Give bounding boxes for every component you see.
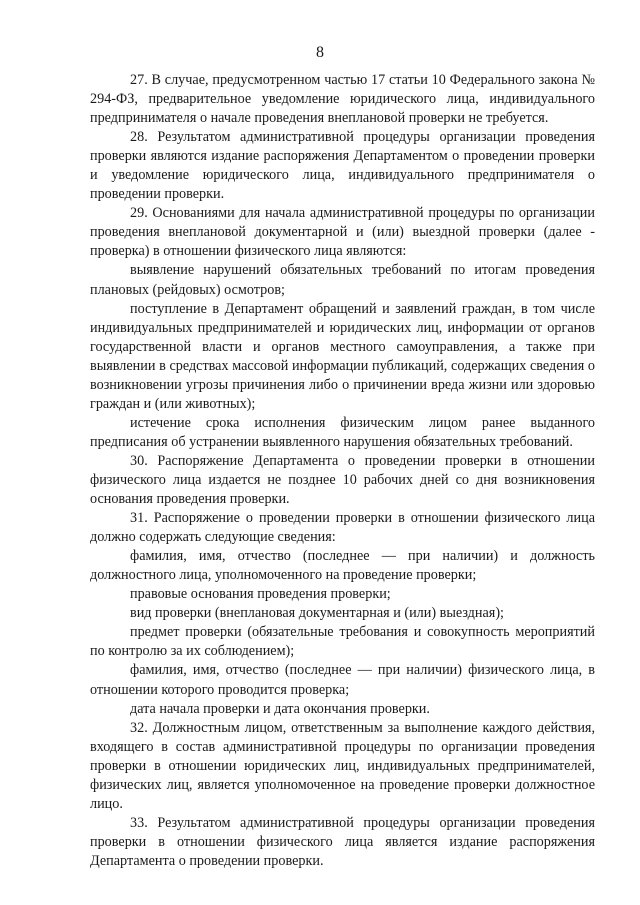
paragraph-28: 28. Результатом административной процедуры организации проведения проверки являются издание распоряжения Департаментом о проведении проверки и уведомление юридического лица, индивидуального предпринимателя о проведении проверки. <box>90 129 595 203</box>
paragraph-30: 30. Распоряжение Департамента о проведении проверки в отношении физического лица издается не позднее 10 рабочих дней со дня возникновения основания проведения проверки. <box>90 452 595 508</box>
paragraph-31-item-inspection-type: вид проверки (внеплановая документарная и (или) выездная); <box>130 605 504 622</box>
paragraph-31-item-person: фамилия, имя, отчество (последнее — при наличии) физического лица, в отношении которого проводится проверка; <box>90 662 595 698</box>
paragraph-29-item-appeals: поступление в Департамент обращений и заявлений граждан, в том числе индивидуальных предпринимателей и юридических лиц, информации от органов государственной власти и органов местного самоуправления, а также при выявлении в средствах массовой информации публикаций, содержащих сведения о возникновении угрозы причинения либо о причинении вреда жизни или здоровью граждан и (или животных); <box>90 300 595 412</box>
paragraph-31-item-official: фамилия, имя, отчество (последнее — при наличии) и должность должностного лица, уполномоченного на проведение проверки; <box>90 548 595 584</box>
paragraph-29: 29. Основаниями для начала административной процедуры по организации проведения внеплановой документарной и (или) выездной проверки (далее - проверка) в отношении физического лица являются: <box>90 205 595 260</box>
paragraph-31-item-legal-basis: правовые основания проведения проверки; <box>130 586 391 603</box>
document-body <box>90 71 595 871</box>
paragraph-33: 33. Результатом административной процедуры организации проведения проверки в отношении физического лица является издание распоряжения Департамента о проведении проверки. <box>90 814 595 869</box>
paragraph-32: 32. Должностным лицом, ответственным за выполнение каждого действия, входящего в состав административной процедуры по организации проведения проверки в отношении юридических лиц, индивидуальных предпринимателей, физических лиц, является уполномоченное на проведение проверки должностное лицо. <box>90 719 595 812</box>
paragraph-29-item-violations: выявление нарушений обязательных требований по итогам проведения плановых (рейдовых) осмотров; <box>90 262 595 298</box>
paragraph-27: 27. В случае, предусмотренном частью 17 статьи 10 Федерального закона № 294-ФЗ, предварительное уведомление юридического лица, индивидуального предпринимателя о начале проведения внеплановой проверки не требуется. <box>90 72 595 127</box>
paragraph-29-item-order-expiry: истечение срока исполнения физическим лицом ранее выданного предписания об устранении выявленного нарушения обязательных требований. <box>90 414 595 450</box>
page-number: 8 <box>316 44 324 61</box>
paragraph-31-item-subject: предмет проверки (обязательные требования и совокупность мероприятий по контролю за их соблюдением); <box>90 624 595 660</box>
paragraph-31-item-dates: дата начала проверки и дата окончания проверки. <box>130 700 430 717</box>
paragraph-31: 31. Распоряжение о проведении проверки в отношении физического лица должно содержать следующие сведения: <box>90 510 595 546</box>
